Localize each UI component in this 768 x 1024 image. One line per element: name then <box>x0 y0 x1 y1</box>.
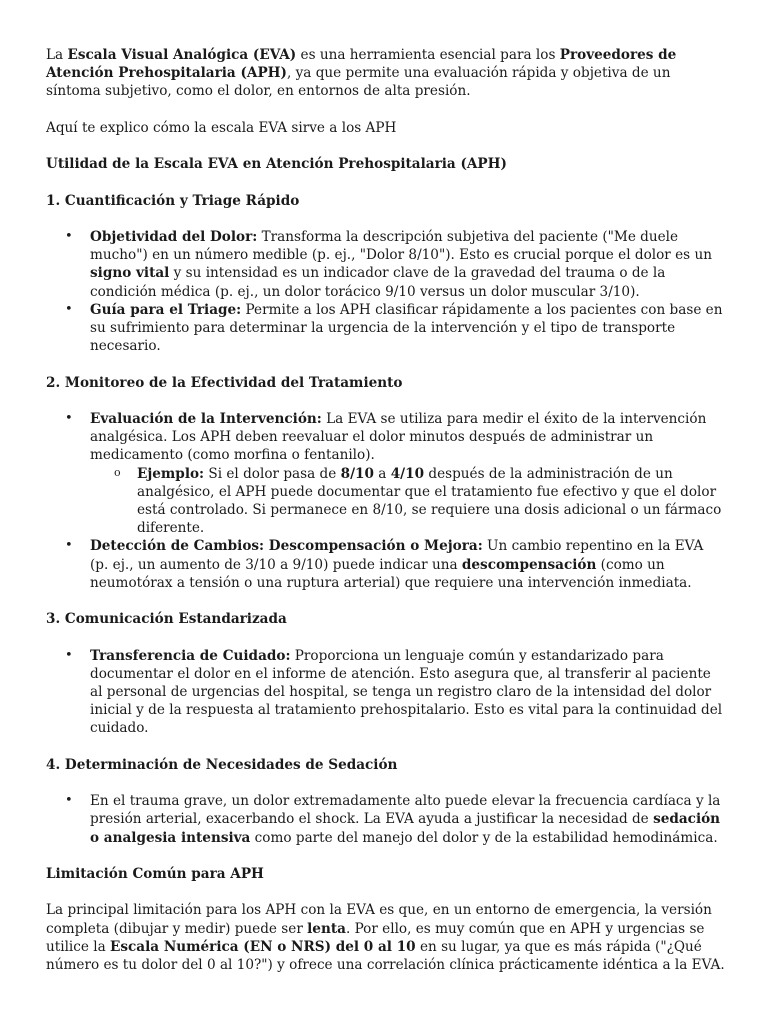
text: (como un neumotórax a tensión o una ruptura arterial) que requiere una intervención inmediata. <box>90 556 692 591</box>
text: La <box>46 47 68 63</box>
section-1-list <box>46 228 726 355</box>
limitation-paragraph <box>46 901 726 974</box>
item-label: Evaluación de la Intervención: <box>90 410 322 427</box>
text: La principal limitación para los APH con la EVA es que, en un entorno de emergencia, la versión completa (dibujar y medir) puede ser <box>46 902 712 937</box>
item-label: Ejemplo: <box>137 465 205 482</box>
text: Permite a los APH clasificar rápidamente a los pacientes con base en su sufrimiento para determinar la urgencia de la intervención y el tipo de transporte necesario. <box>90 301 723 355</box>
section-2-list <box>46 410 726 592</box>
list-item <box>46 537 726 592</box>
main-heading: Utilidad de la Escala EVA en Atención Prehospitalaria (APH) <box>46 156 507 173</box>
item-label: Transferencia de Cuidado: <box>90 647 291 664</box>
list-item <box>46 301 726 356</box>
limitation-heading: Limitación Común para APH <box>46 865 264 882</box>
bold-text: descompensación <box>461 556 597 573</box>
list-item <box>46 228 726 301</box>
bold-text: sedación o analgesia intensiva <box>90 811 721 846</box>
text: después de la administración de un analgésico, el APH puede documentar que el tratamiento fue efectivo y que el dolor está controlado. Si permanece en 8/10, se requiere una dosis adicional o un fármaco diferente. <box>137 465 722 537</box>
sub-list <box>90 465 726 538</box>
section-2-heading: 2. Monitoreo de la Efectividad del Tratamiento <box>46 374 403 391</box>
bold-text: 8/10 <box>340 465 374 482</box>
text: , ya que permite una evaluación rápida y objetiva de un síntoma subjetivo, como el dolor, en entornos de alta presión. <box>46 65 671 100</box>
text: como parte del manejo del dolor y de la estabilidad hemodinámica. <box>250 829 718 846</box>
text: en su lugar, ya que es más rápida ("¿Qué número es tu dolor del 0 al 10?") y ofrece una correlación clínica prácticamente idéntica a la EVA. <box>46 938 725 973</box>
list-item <box>46 647 726 738</box>
list-item <box>46 792 726 847</box>
item-label: Objetividad del Dolor: <box>90 228 258 245</box>
text: a <box>373 465 391 482</box>
bold-text: 4/10 <box>390 465 425 482</box>
text: Si el dolor pasa de <box>204 465 341 482</box>
bold-text: signo vital <box>90 265 170 282</box>
bold-text: Proveedores de Atención Prehospitalaria (APH) <box>46 47 677 82</box>
item-label: Guía para el Triage: <box>90 301 242 318</box>
explain-paragraph: Aquí te explico cómo la escala EVA sirve a los APH <box>46 119 397 136</box>
sub-list-item <box>90 465 726 538</box>
text: Transforma la descripción subjetiva del paciente ("Me duele mucho") en un número medible (p. ej., "Dolor 8/10"). Esto es crucial porque el dolor es un <box>90 228 712 264</box>
bold-text: Escala Visual Analógica (EVA) <box>67 47 297 63</box>
text: Proporciona un lenguaje común y estandarizado para documentar el dolor en el informe de atención. Esto asegura que, al transferir al paciente al personal de urgencias del hospital, se tenga un registro claro de la intensidad del dolor inicial y de la respuesta al tratamiento prehospitalario. Esto es vital para la continuidad del cuidado. <box>90 647 723 737</box>
list-item <box>46 410 726 537</box>
section-3-list <box>46 647 726 738</box>
text: es una herramienta esencial para los <box>296 47 560 63</box>
intro-paragraph <box>46 46 726 101</box>
text: En el trauma grave, un dolor extremadamente alto puede elevar la frecuencia cardíaca y la presión arterial, exacerbando el shock. La EVA ayuda a justificar la necesidad de <box>90 793 721 828</box>
text: Un cambio repentino en la EVA (p. ej., un aumento de 3/10 a 9/10) puede indicar una <box>90 538 704 573</box>
section-4-heading: 4. Determinación de Necesidades de Sedación <box>46 756 398 773</box>
bold-text: lenta <box>307 920 346 937</box>
section-3-heading: 3. Comunicación Estandarizada <box>46 611 287 628</box>
text: . Por ello, es muy común que en APH y urgencias se utilice la <box>46 920 705 955</box>
bold-text: Escala Numérica (EN o NRS) del 0 al 10 <box>110 938 416 955</box>
item-label: Detección de Cambios: Descompensación o Mejora: <box>90 538 483 555</box>
document-body <box>46 46 726 992</box>
section-4-list <box>46 792 726 847</box>
section-1-heading: 1. Cuantificación y Triage Rápido <box>46 192 300 209</box>
text: La EVA se utiliza para medir el éxito de la intervención analgésica. Los APH deben reevaluar el dolor minutos después de administrar un medicamento (como morfina o fentanilo). <box>90 410 707 464</box>
text: y su intensidad es un indicador clave de la gravedad del trauma o de la condición médica (p. ej., un dolor torácico 9/10 versus un dolor muscular 3/10). <box>90 265 666 300</box>
